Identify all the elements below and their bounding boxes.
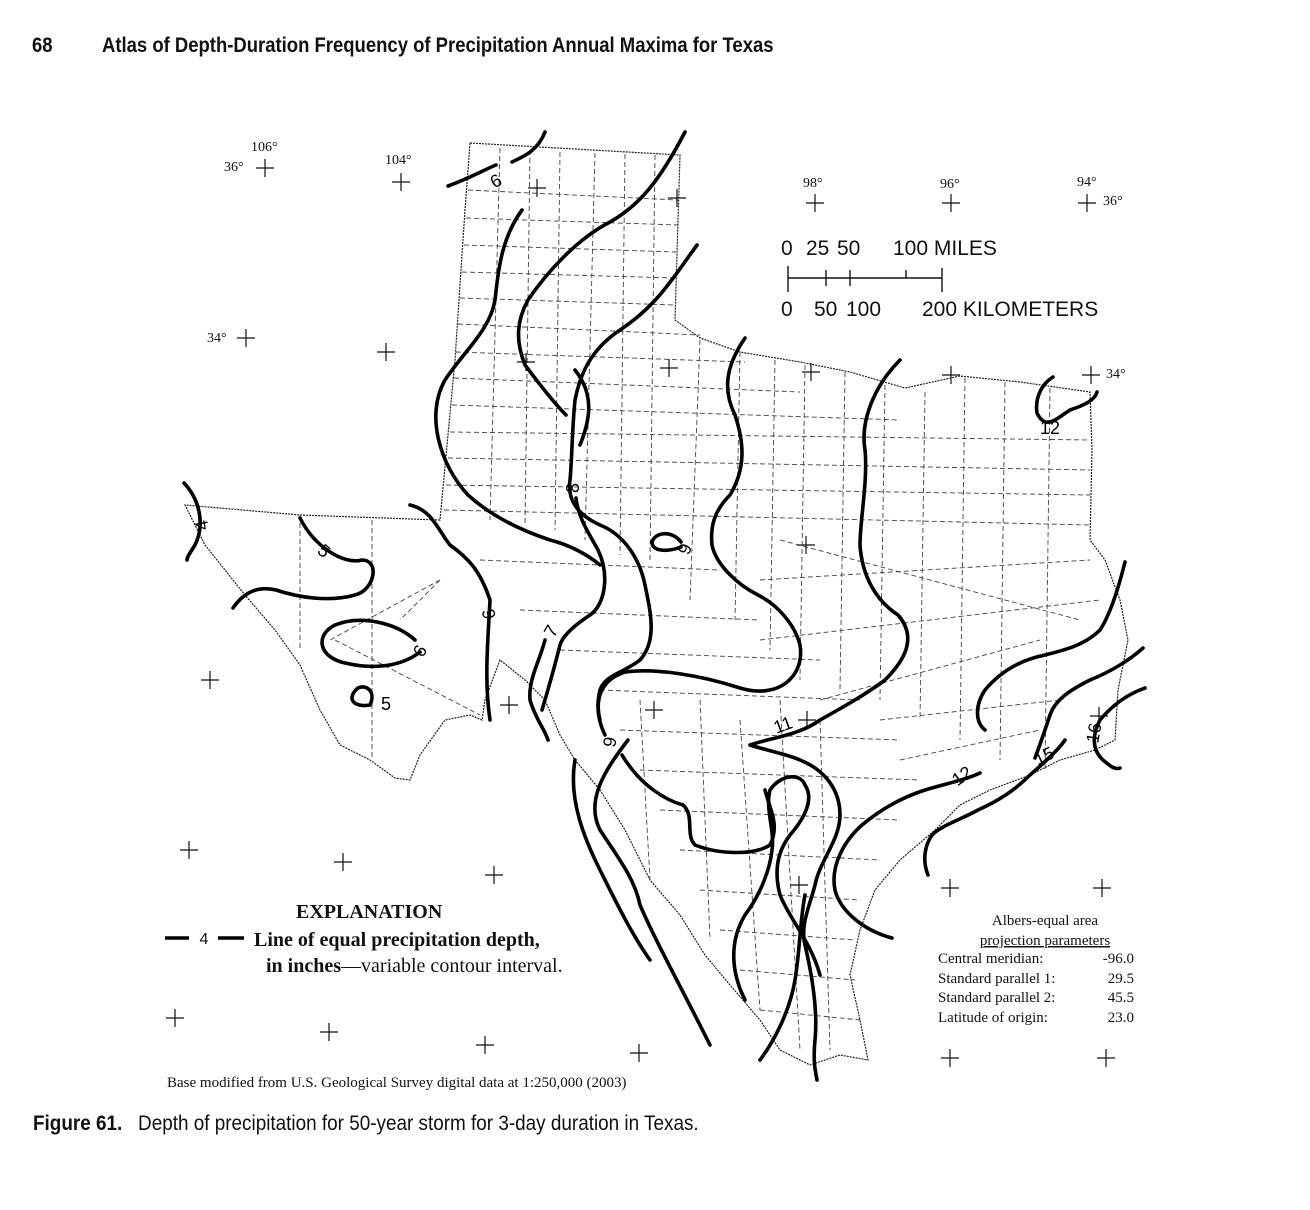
lon-label-98: 98° (803, 176, 823, 191)
lat-label-34-east: 34° (1106, 367, 1126, 382)
scale-km-50: 50 (814, 298, 838, 321)
projection-value-3: 23.0 (1107, 1010, 1134, 1026)
legend-line2-bold: in inches (266, 955, 342, 977)
scale-km-100: 100 (846, 298, 882, 321)
contour-label-4: 4 (191, 518, 213, 532)
page-number: 68 (32, 34, 53, 57)
scale-bar (781, 237, 1098, 321)
lon-label-96: 96° (940, 177, 960, 192)
contour-label-5-west: 5 (313, 540, 335, 562)
scale-miles-0: 0 (781, 237, 793, 260)
lon-label-94: 94° (1077, 175, 1097, 190)
contour-label-16: 16 (1082, 721, 1106, 745)
projection-title2: projection parameters (979, 933, 1111, 949)
contour-label-9-south: 9 (599, 735, 621, 749)
legend-symbol-value: 4 (199, 931, 209, 948)
source-note: Base modified from U.S. Geological Survey digital data at 1:250,000 (2003) (167, 1075, 627, 1091)
figure-caption (33, 1112, 699, 1136)
projection-label-1: Standard parallel 1: (938, 971, 1056, 987)
legend-line2-rest: —variable contour interval. (341, 955, 563, 977)
projection-value-0: -96.0 (1102, 951, 1134, 967)
contour-label-5-south: 5 (380, 694, 392, 714)
scale-miles-100: 100 MILES (893, 237, 997, 260)
projection-value-2: 45.5 (1107, 990, 1134, 1006)
projection-parameters (938, 913, 1134, 1026)
contour-label-15: 15 (1030, 742, 1058, 770)
lon-label-104: 104° (385, 153, 412, 168)
scale-miles-50: 50 (837, 237, 861, 260)
running-title: Atlas of Depth-Duration Frequency of Precipitation Annual Maxima for Texas (102, 34, 774, 57)
figure-caption-text: Depth of precipitation for 50-year storm for 3-day duration in Texas. (138, 1112, 699, 1135)
contour-label-12-coast: 12 (948, 762, 976, 790)
explanation-title: EXPLANATION (296, 901, 443, 923)
contour-label-8: 8 (563, 482, 583, 494)
contour-label-6-central: 6 (478, 607, 500, 621)
texas-state-outline (185, 143, 1128, 1065)
lon-label-106: 106° (251, 140, 278, 155)
contour-label-6-trans-pecos: 6 (408, 641, 432, 661)
scale-km-0: 0 (781, 298, 793, 321)
projection-title1: Albers-equal area (991, 913, 1099, 929)
projection-value-1: 29.5 (1107, 971, 1134, 987)
contour-label-11: 11 (770, 712, 796, 738)
lat-label-36-west: 36° (224, 160, 244, 175)
lat-label-34-west: 34° (207, 331, 227, 346)
projection-label-2: Standard parallel 2: (938, 990, 1056, 1006)
legend-line1: Line of equal precipitation depth, (254, 929, 540, 951)
lat-label-36-east: 36° (1103, 194, 1123, 209)
contour-label-9-north: 9 (673, 540, 697, 558)
scale-miles-25: 25 (806, 237, 830, 260)
contour-label-12-northeast: 12 (1039, 418, 1061, 438)
contour-label-6-north: 6 (486, 169, 506, 193)
projection-label-3: Latitude of origin: (938, 1010, 1048, 1026)
projection-label-0: Central meridian: (938, 951, 1044, 967)
scale-km-200: 200 KILOMETERS (922, 298, 1099, 321)
explanation-legend (165, 901, 563, 977)
figure-label: Figure 61. (33, 1112, 123, 1135)
legend-line2 (266, 955, 563, 977)
contour-label-7: 7 (539, 621, 563, 641)
